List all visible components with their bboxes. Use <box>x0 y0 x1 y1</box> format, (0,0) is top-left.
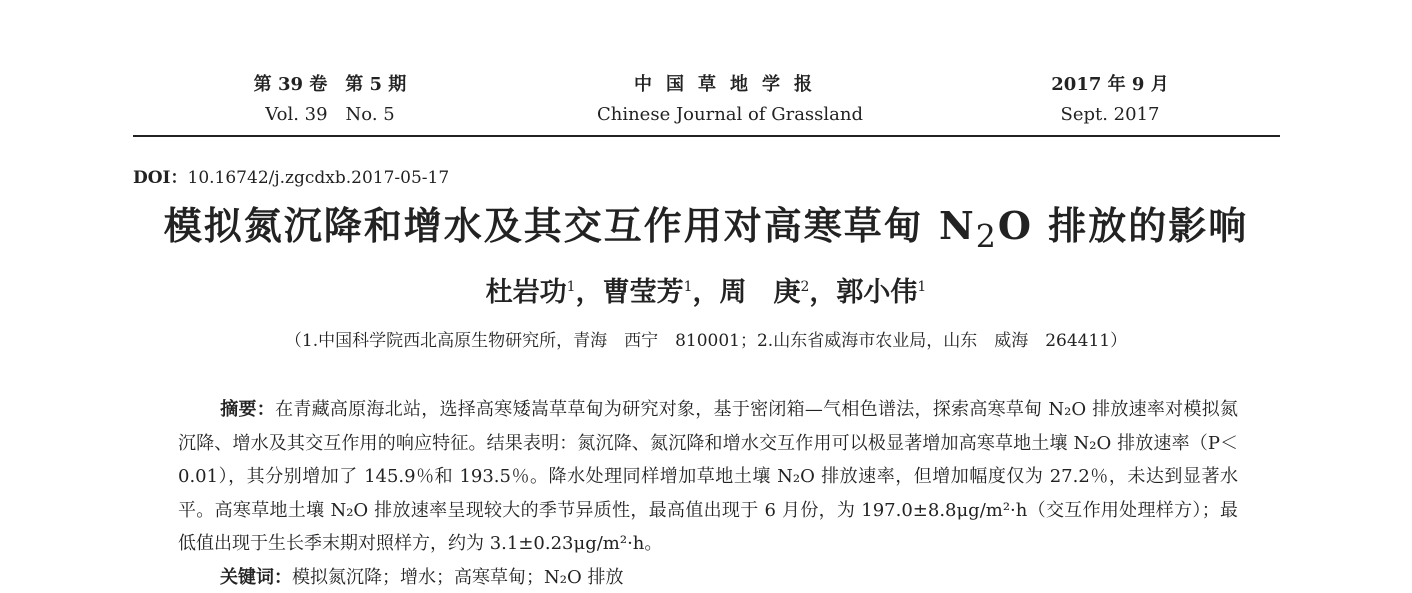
author-list: 杜岩功$^1$，曹莹芳$^1$，周 庚$^2$，郭小伟$^1$ <box>485 277 927 308</box>
author: 郭小伟 <box>836 277 918 308</box>
affiliations: （1.中国科学院西北高原生物研究所，青海 西宁 810001；2.山东省威海市农业局，山东 威海 264411） <box>284 331 1128 351</box>
keywords: 关键词：模拟氮沉降；增水；高寒草甸；N₂O 排放 <box>220 567 624 588</box>
author: 周 庚 <box>719 277 801 308</box>
volume-issue: 第 39 卷 第 5 期 Vol. 39 No. 5 <box>253 74 407 125</box>
header-rule <box>133 135 1280 137</box>
abstract: 摘要：在青藏高原海北站，选择高寒矮嵩草草甸为研究对象，基于密闭箱—气相色谱法，探索高寒草甸 N₂O 排放速率对模拟氮沉降、增水及其交互作用的响应特征。结果表明：氮沉降、氮沉降和增水交互作用可以极显著增加高寒草地土壤 N₂O 排放速率（P＜0.01），其分别增加了 145.9％和 193.5％。降水处理同样增加草地土壤 N₂O 排放速率，但增加幅度仅为 27.2％，未达到显著水平。高寒草地土壤 N₂O 排放速率呈现较大的季节异质性，最高值出现于 6 月份，为 197.0±8.8μg/m²·h（交互作用处理样方）；最低值出现于生长季末期对照样方，约为 3.1±0.23μg/m²·h。 <box>178 399 1238 554</box>
journal-name: 中国草地学报 Chinese Journal of Grassland <box>596 74 864 125</box>
paper-title: 模拟氮沉降和增水及其交互作用对高寒草甸 $N_2O$ 排放的影响 <box>163 203 1249 256</box>
doi: DOI：10.16742/j.zgcdxb.2017-05-17 <box>133 168 450 188</box>
doi-link[interactable]: 10.16742/j.zgcdxb.2017-05-17 <box>187 168 450 188</box>
author: 曹莹芳 <box>602 277 684 308</box>
running-header <box>0 70 1412 140</box>
publication-date: 2017 年 9 月 Sept. 2017 <box>1051 74 1169 125</box>
author: 杜岩功 <box>485 277 567 308</box>
